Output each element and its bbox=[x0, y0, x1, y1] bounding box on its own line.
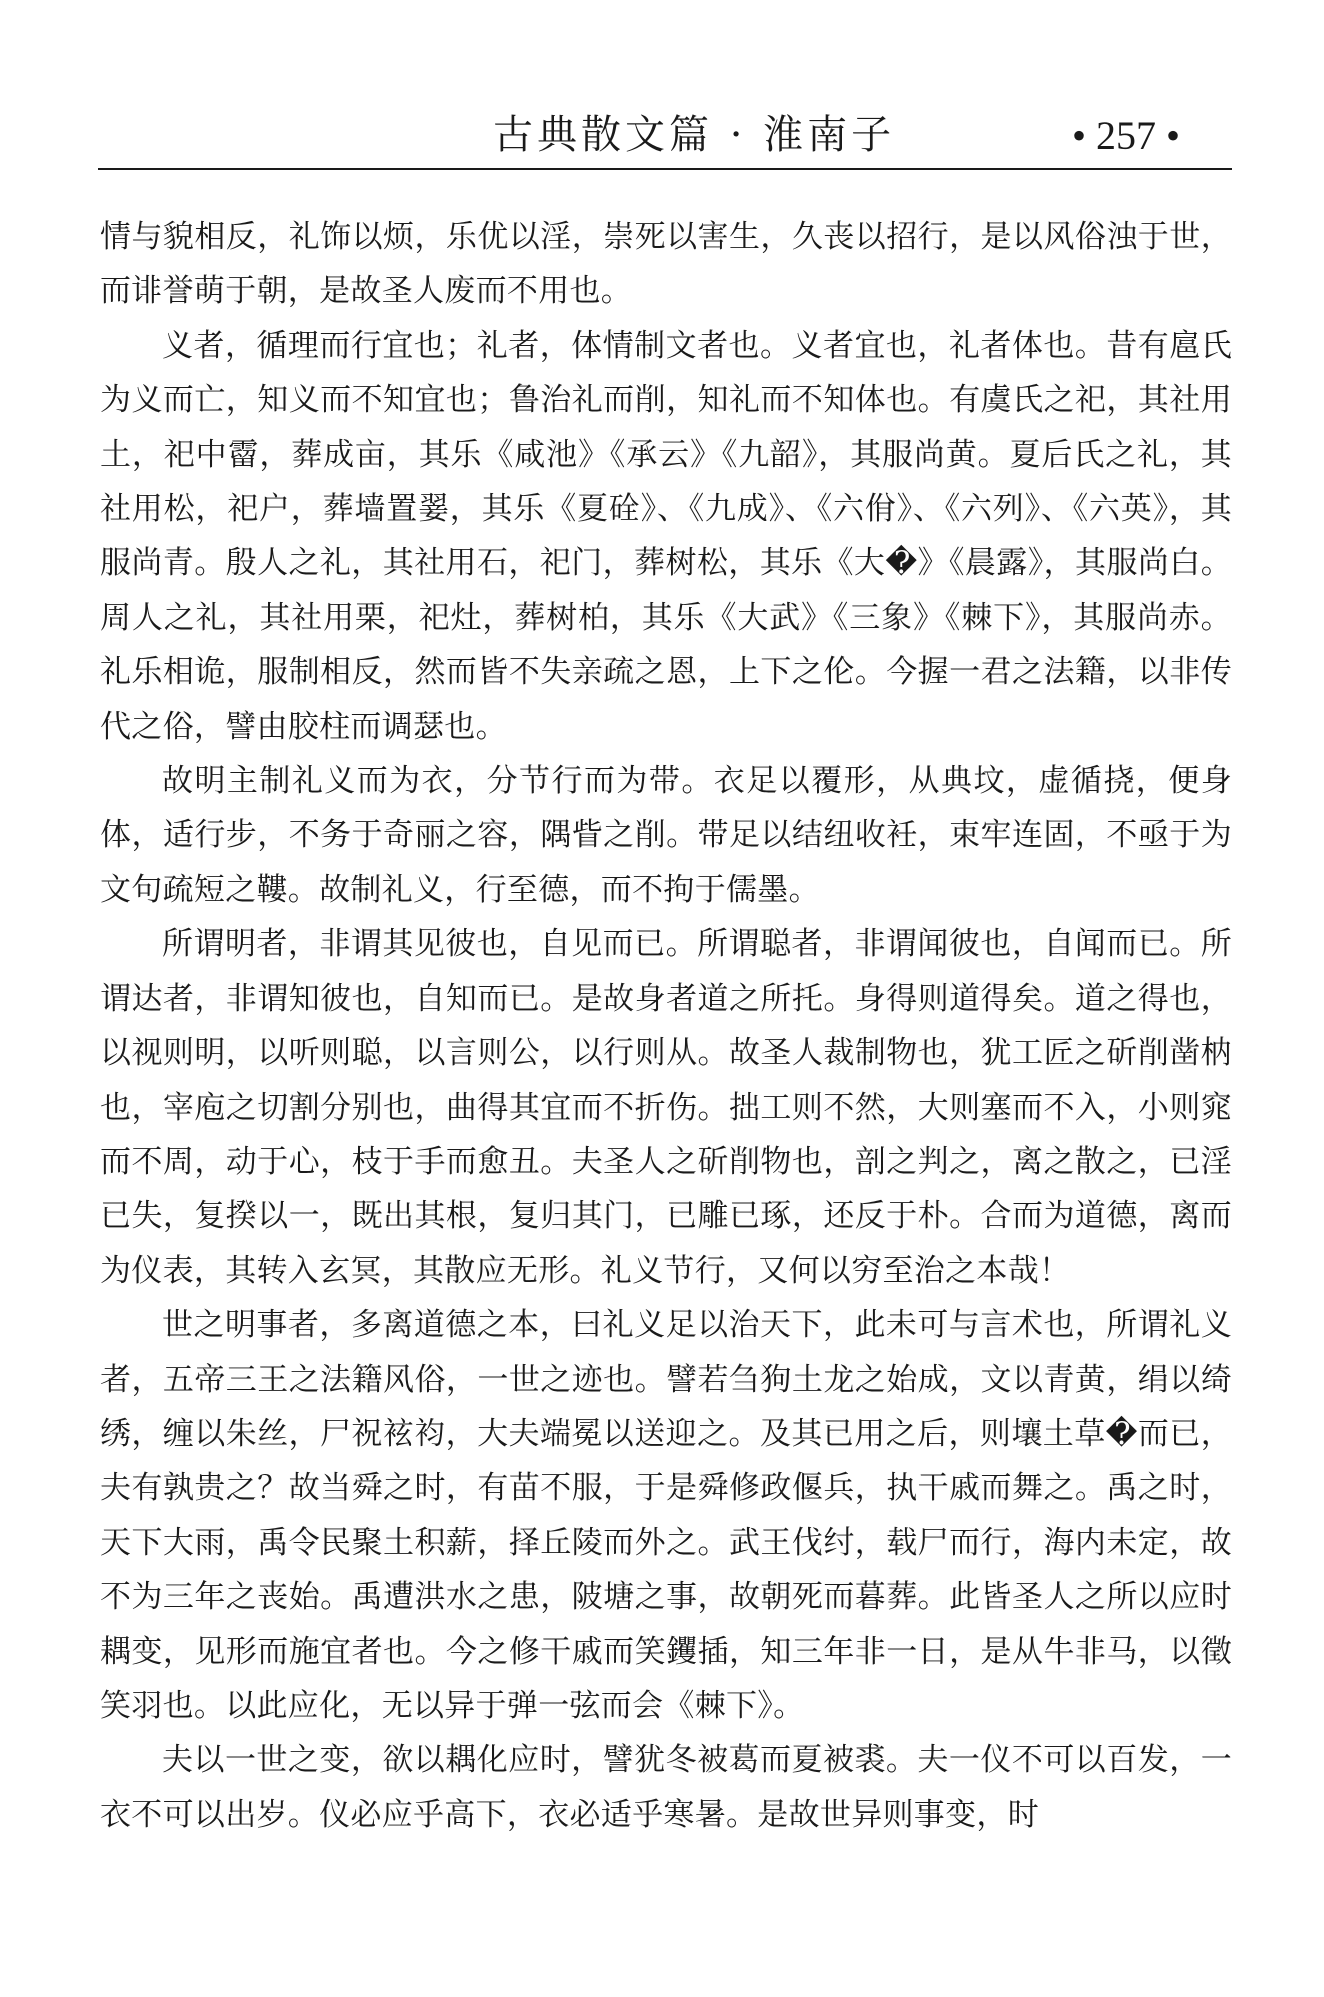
paragraph: 故明主制礼义而为衣，分节行而为带。衣足以覆形，从典坟，虚循挠，便身体，适行步，不务于奇丽之容，隅眥之削。带足以结纽收衽，束牢连固，不亟于为文句疏短之鞻。故制礼义，行至德，而不拘于儒墨。 bbox=[100, 763, 1232, 908]
paragraph: 所谓明者，非谓其见彼也，自见而已。所谓聪者，非谓闻彼也，自闻而已。所谓达者，非谓知彼也，自知而已。是故身者道之所托。身得则道得矣。道之得也，以视则明，以听则聪，以言则公，以行则从。故圣人裁制物也，犹工匠之斫削凿枘也，宰庖之切割分别也，曲得其宜而不折伤。拙工则不然，大则塞而不入，小则窕而不周，动于心，枝于手而愈丑。夫圣人之斫削物也，剖之判之，离之散之，已淫已失，复揆以一，既出其根，复归其门，已雕已琢，还反于朴。合而为道德，离而为仪表，其转入玄冥，其散应无形。礼义节行，又何以穷至治之本哉！ bbox=[100, 926, 1232, 1289]
page-number: • 257 • bbox=[1071, 113, 1180, 158]
header-rule bbox=[98, 168, 1232, 170]
paragraph: 义者，循理而行宜也；礼者，体情制文者也。义者宜也，礼者体也。昔有扈氏为义而亡，知义而不知宜也；鲁治礼而削，知礼而不知体也。有虞氏之祀，其社用土，祀中霤，葬成亩，其乐《咸池》《承云》《九韶》，其服尚黄。夏后氏之礼，其社用松，祀户，葬墙置翣，其乐《夏硂》、《九成》、《六佾》、《六列》、《六英》，其服尚青。殷人之礼，其社用石，祀门，葬树松，其乐《大�》《晨露》，其服尚白。周人之礼，其社用栗，祀灶，葬树柏，其乐《大武》《三象》《棘下》，其服尚赤。礼乐相诡，服制相反，然而皆不失亲疏之恩，上下之伦。今握一君之法籍，以非传代之俗，譬由胶柱而调瑟也。 bbox=[100, 327, 1232, 745]
body-text bbox=[100, 210, 1232, 1842]
paragraph: 情与貌相反，礼饰以烦，乐优以淫，崇死以害生，久丧以招行，是以风俗浊于世，而诽誉萌于朝，是故圣人废而不用也。 bbox=[100, 219, 1232, 310]
page-header bbox=[98, 100, 1232, 162]
paragraph: 夫以一世之变，欲以耦化应时，譬犹冬被葛而夏被裘。夫一仪不可以百发，一衣不可以出岁。仪必应乎高下，衣必适乎寒暑。是故世异则事变，时 bbox=[100, 1742, 1232, 1833]
paragraph: 世之明事者，多离道德之本，曰礼义足以治天下，此未可与言术也，所谓礼义者，五帝三王之法籍风俗，一世之迹也。譬若刍狗土龙之始成，文以青黄，绢以绮绣，缠以朱丝，尸祝袨袀，大夫端冕以送迎之。及其已用之后，则壤土草�而已，夫有孰贵之？故当舜之时，有苗不服，于是舜修政偃兵，执干戚而舞之。禹之时，天下大雨，禹令民聚土积薪，择丘陵而外之。武王伐纣，载尸而行，海内未定，故不为三年之丧始。禹遭洪水之患，陂塘之事，故朝死而暮葬。此皆圣人之所以应时耦变，见形而施宜者也。今之修干戚而笑钁插，知三年非一日，是从牛非马，以徵笑羽也。以此应化，无以异于弹一弦而会《棘下》。 bbox=[100, 1307, 1232, 1724]
running-title: 古典散文篇 · 淮南子 bbox=[493, 112, 896, 158]
